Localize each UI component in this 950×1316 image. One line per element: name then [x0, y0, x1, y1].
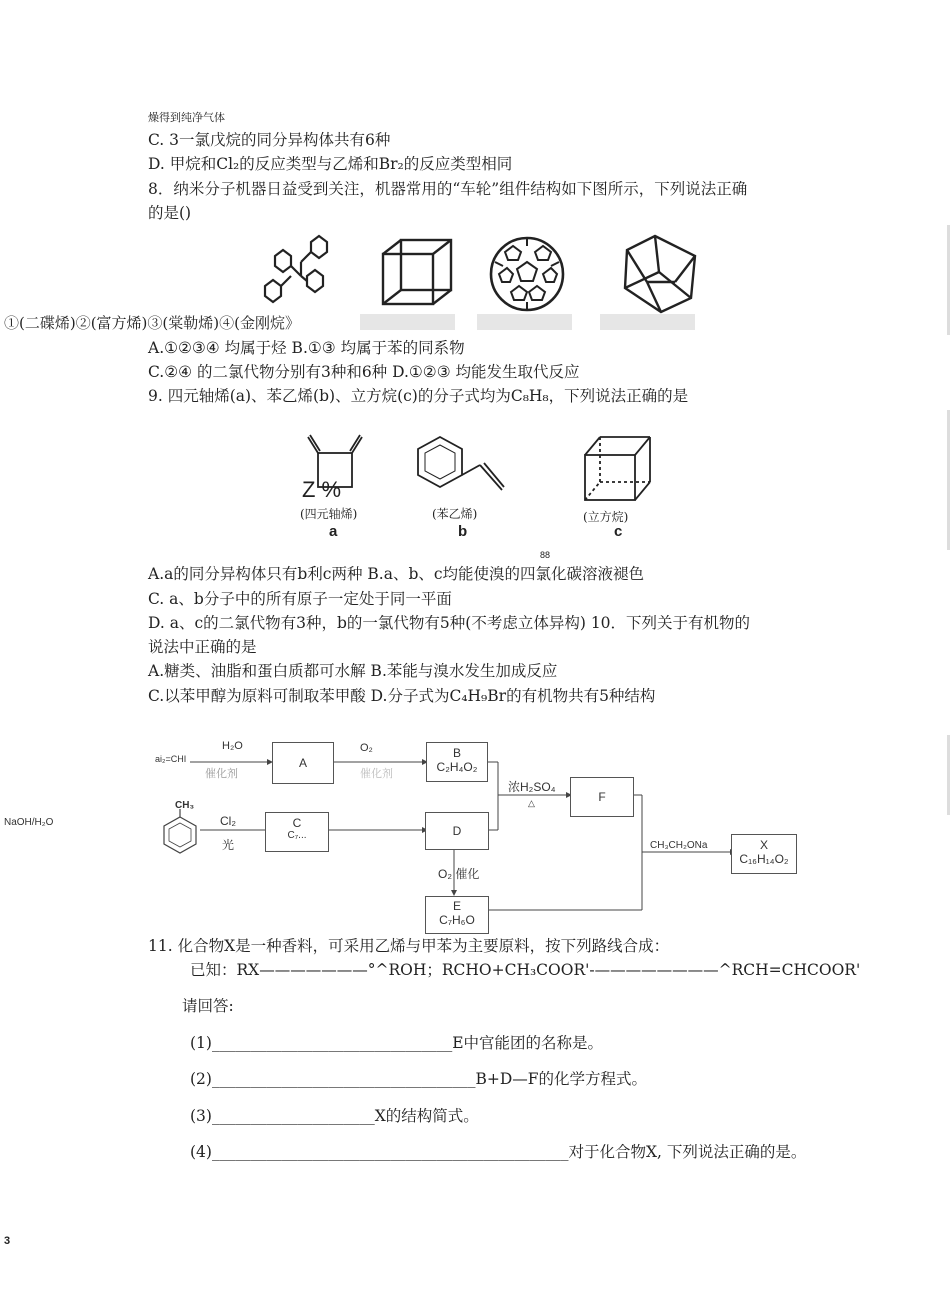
- radialene-name: (四元轴烯): [300, 507, 358, 521]
- question-9-option-c: C. a、b分子中的所有原子一定处于同一平面: [148, 590, 452, 608]
- molecule-labels: ①(二碟烯)②(富方烯)③(棠勒烯)④(金刚烷》: [4, 314, 300, 332]
- compound-e: E C₇H₆O: [425, 896, 489, 934]
- known-reactions: 已知：RX———————°^ROH；RCHO+CH₃COOR'-————————^RCH=CHCOOR': [190, 961, 861, 979]
- reagent-heat: △: [528, 798, 535, 808]
- toluene-methyl: CH₃: [175, 800, 195, 811]
- compound-a: A: [272, 742, 334, 784]
- reagent-o2-cat: O₂ 催化: [438, 867, 480, 881]
- reagent-h2o: H₂O: [222, 740, 243, 752]
- question-9-options-ab: A.a的同分异构体只有b利c两种 B.a、b、c均能使溴的四氯化碳溶液褪色: [148, 565, 645, 583]
- cubane-name: (立方烷): [583, 510, 629, 524]
- reagent-h2o-catalyst: 催化剂: [205, 768, 238, 780]
- sub-question-2: (2)__________________________________B+D—F的化学方程式。: [190, 1070, 648, 1088]
- question-8-options-cd: C.②④ 的二氯代物分别有3种和6种 D.①②③ 均能发生取代反应: [148, 363, 580, 381]
- cubane-letter: c: [614, 523, 623, 540]
- question-8-options-ab: A.①②③④ 均属于烃 B.①③ 均属于苯的同系物: [148, 339, 465, 357]
- question-8-stem: 8．纳米分子机器日益受到关注，机器常用的“车轮”组件结构如下图所示，下列说法正确: [148, 180, 748, 198]
- compound-c: C C₇...: [265, 812, 329, 852]
- text-line: 燥得到纯净气体: [148, 111, 225, 124]
- question-10-stem: 说法中正确的是: [148, 638, 257, 656]
- option-c-line: C. 3一氯戊烷的同分异构体共有6种: [148, 131, 391, 149]
- sub-question-4: (4)______________________________________________对于化合物X, 下列说法正确的是。: [190, 1143, 807, 1161]
- radialene-letter: a: [329, 523, 338, 540]
- reagent-h2so4: 浓H₂SO₄: [508, 780, 556, 794]
- reagent-light: 光: [222, 838, 235, 852]
- option-d-line: D. 甲烷和Cl₂的反应类型与乙烯和Br₂的反应类型相同: [148, 155, 513, 173]
- question-10-options-cd: C.以苯甲醇为原料可制取苯甲酸 D.分子式为C₄H₉Br的有机物共有5种结构: [148, 687, 656, 705]
- reagent-o2-catalyst: 催化剂: [360, 768, 393, 780]
- reagent-naoh: NaOH/H₂O: [4, 817, 54, 828]
- styrene-name: (苯乙烯): [432, 507, 478, 521]
- question-9-option-d: D. a、c的二氯代物有3种，b的一氯代物有5种(不考虑立体异构) 10．下列关于有机物的: [148, 614, 751, 632]
- please-answer: 请回答:: [182, 997, 234, 1015]
- ethylene-label: ai₂=CHI: [155, 754, 187, 764]
- stray-mark: 88: [540, 550, 551, 560]
- compound-d: D: [425, 812, 489, 850]
- question-11-stem: 11. 化合物X是一种香料，可采用乙烯与甲苯为主要原料，按下列路线合成：: [148, 937, 670, 955]
- styrene-letter: b: [458, 523, 468, 540]
- compound-b: B C₂H₄O₂: [426, 742, 488, 782]
- reagent-cl2: Cl₂: [220, 814, 236, 828]
- question-8-stem-end: 的是(): [148, 204, 192, 222]
- reagent-o2: O₂: [360, 742, 373, 754]
- compound-f: F: [570, 777, 634, 817]
- question-10-options-ab: A.糖类、油脂和蛋白质都可水解 B.苯能与溴水发生加成反应: [148, 662, 558, 680]
- sub-question-3: (3)_____________________X的结构简式。: [190, 1107, 479, 1125]
- question-9-stem: 9. 四元轴烯(a)、苯乙烯(b)、立方烷(c)的分子式均为C₈H₈，下列说法正确的是: [148, 387, 689, 405]
- compound-x: X C₁₆H₁₄O₂: [731, 834, 797, 874]
- radialene-garbled: Z %: [302, 477, 342, 502]
- sub-question-1: (1)_______________________________E中官能团的名称是。: [190, 1034, 604, 1052]
- page-number: 3: [4, 1235, 11, 1247]
- question-8-molecules: [255, 232, 715, 332]
- reagent-ethoxide: CH₃CH₂ONa: [650, 840, 708, 851]
